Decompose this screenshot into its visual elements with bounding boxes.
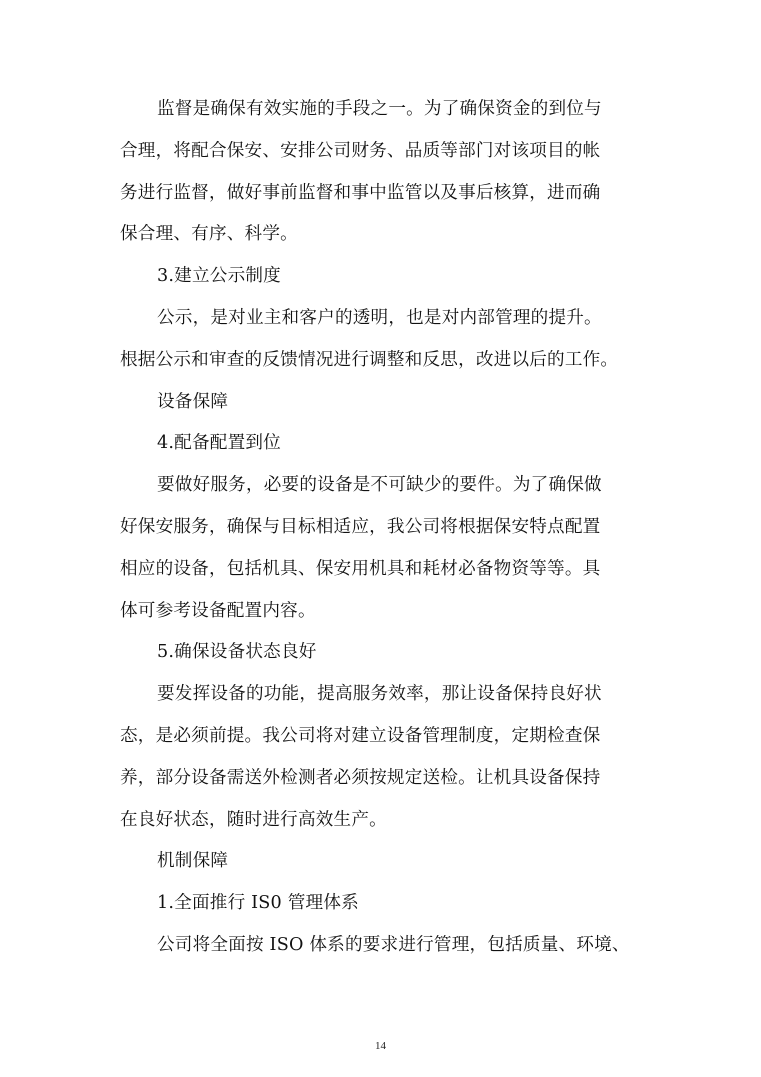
document-body <box>120 95 640 973</box>
paragraph-line: 监督是确保有效实施的手段之一。为了确保资金的到位与 <box>157 99 602 119</box>
section-heading: 机制保障 <box>157 851 229 872</box>
section-heading: 设备保障 <box>157 391 229 412</box>
paragraph-line: 务进行监督，做好事前监督和事中监管以及事后核算，进而确 <box>120 182 601 203</box>
paragraph-line: 相应的设备，包括机具、保安用机具和耗材必备物资等等。具 <box>120 558 601 579</box>
paragraph-line: 在良好状态，随时进行高效生产。 <box>120 809 387 830</box>
section-heading: 5.确保设备状态良好 <box>157 642 317 663</box>
page-number: 14 <box>375 1040 386 1052</box>
paragraph-line: 保合理、有序、科学。 <box>120 224 298 245</box>
section-heading: 4.配备配置到位 <box>157 433 281 454</box>
paragraph-line: 公示，是对业主和客户的透明，也是对内部管理的提升。 <box>157 307 602 328</box>
paragraph-line: 根据公示和审查的反馈情况进行调整和反思，改进以后的工作。 <box>120 349 619 370</box>
paragraph-line: 好保安服务，确保与目标相适应，我公司将根据保安特点配置 <box>120 516 601 537</box>
paragraph-line: 体可参考设备配置内容。 <box>120 600 316 621</box>
section-heading: 1.全面推行 IS0 管理体系 <box>157 893 359 914</box>
paragraph-line: 合理，将配合保安、安排公司财务、品质等部门对该项目的帐 <box>120 140 601 161</box>
paragraph-line: 养，部分设备需送外检测者必须按规定送检。让机具设备保持 <box>120 767 601 788</box>
section-heading: 3.建立公示制度 <box>157 266 281 287</box>
paragraph-line: 公司将全面按 ISO 体系的要求进行管理，包括质量、环境、 <box>157 934 630 955</box>
paragraph-line: 要发挥设备的功能，提高服务效率，那让设备保持良好状 <box>157 684 602 705</box>
paragraph-line: 要做好服务，必要的设备是不可缺少的要件。为了确保做 <box>157 475 602 496</box>
paragraph-line: 态，是必须前提。我公司将对建立设备管理制度，定期检查保 <box>120 725 601 746</box>
